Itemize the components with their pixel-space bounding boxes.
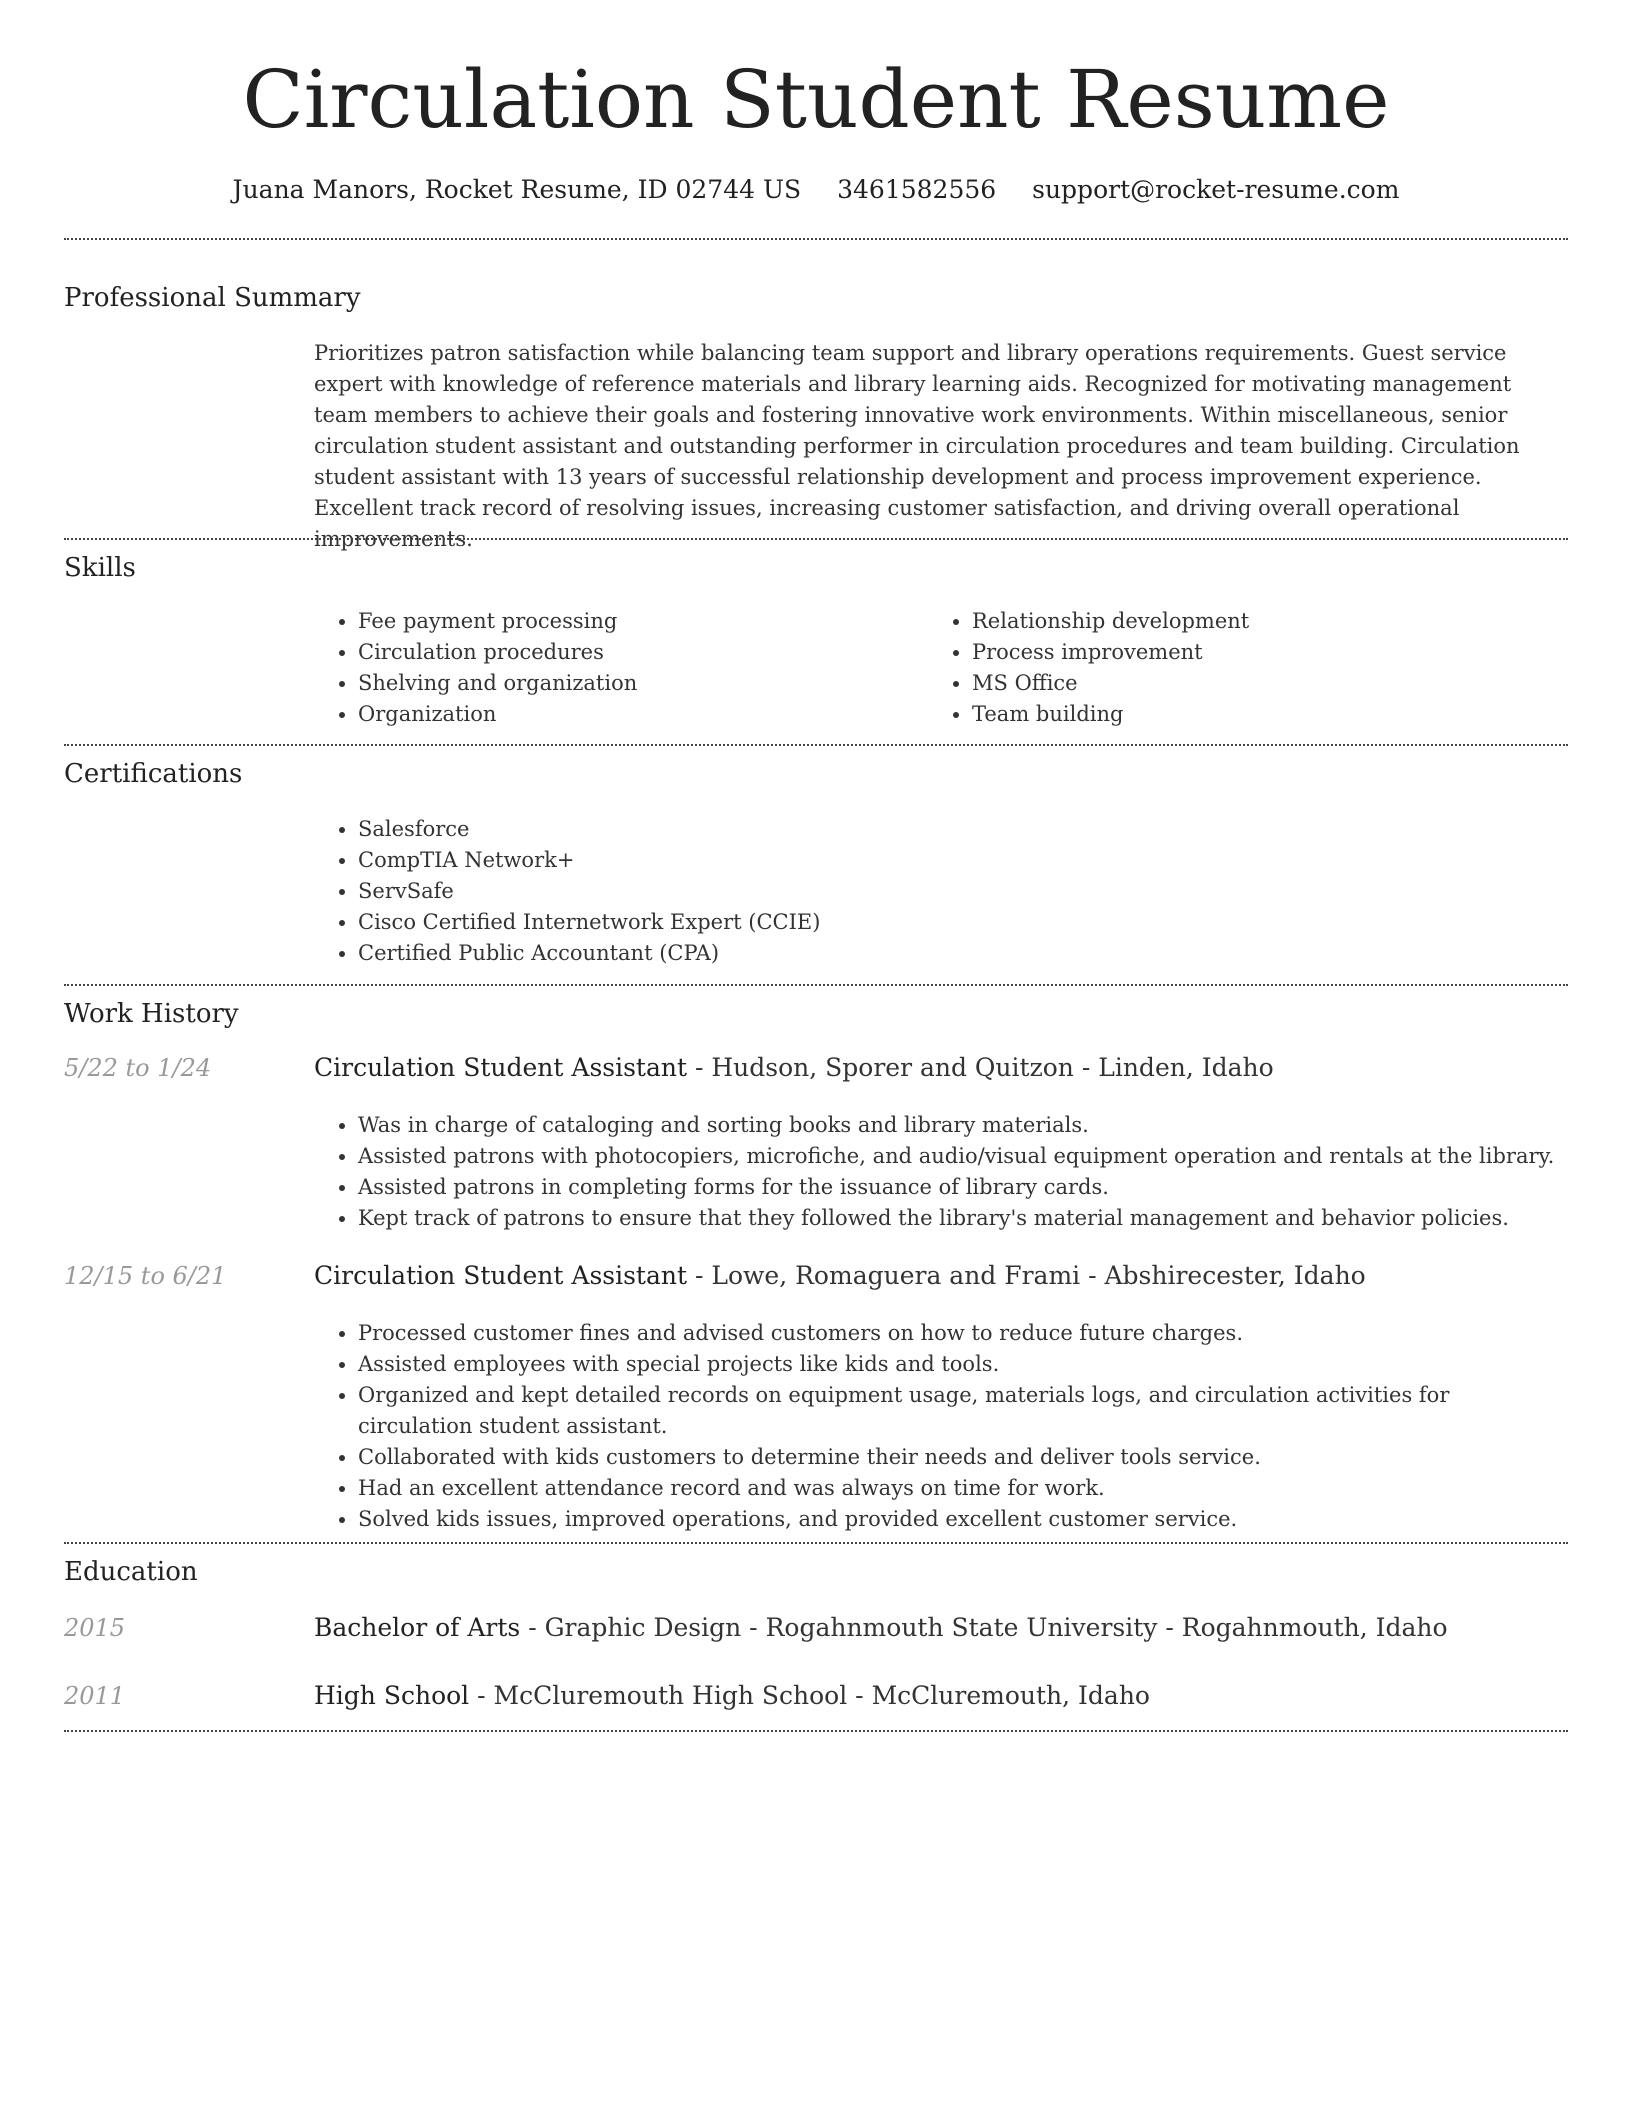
- skill-item: • Shelving and organization: [358, 668, 918, 699]
- certification-item: • Cisco Certified Internetwork Expert (CCIE): [358, 907, 1558, 938]
- skills-list-right: [928, 606, 1572, 730]
- divider: [64, 984, 1568, 986]
- contact-email: support@rocket-resume.com: [1032, 175, 1400, 204]
- education-degree: High School: [314, 1681, 470, 1710]
- job-bullet: • Assisted patrons with photocopiers, microfiche, and audio/visual equipment operation and rentals at the library.: [358, 1141, 1578, 1172]
- job-bullet: • Collaborated with kids customers to determine their needs and deliver tools service.: [358, 1442, 1538, 1473]
- skill-item: • Circulation procedures: [358, 637, 918, 668]
- education-year: 2011: [64, 1682, 126, 1710]
- job-bullet: • Organized and kept detailed records on equipment usage, materials logs, and circulation activities for circulation student assistant.: [358, 1380, 1538, 1442]
- job-bullet: • Was in charge of cataloging and sorting books and library materials.: [358, 1110, 1578, 1141]
- job-bullet: • Processed customer fines and advised customers on how to reduce future charges.: [358, 1318, 1538, 1349]
- education-degree: Bachelor of Arts: [314, 1613, 521, 1642]
- job-role: Circulation Student Assistant: [314, 1261, 688, 1290]
- job-bullet: • Assisted employees with special projects like kids and tools.: [358, 1349, 1538, 1380]
- job-employer: - Lowe, Romaguera and Frami - Abshirecester, Idaho: [687, 1261, 1366, 1290]
- divider: [64, 1542, 1568, 1544]
- job-dates: 5/22 to 1/24: [64, 1054, 212, 1082]
- skill-item: • Process improvement: [972, 637, 1572, 668]
- job-employer: - Hudson, Sporer and Quitzon - Linden, Idaho: [687, 1053, 1274, 1082]
- contact-phone: 3461582556: [837, 175, 997, 204]
- education-year: 2015: [64, 1614, 126, 1642]
- education-school: - Graphic Design - Rogahnmouth State University - Rogahnmouth, Idaho: [520, 1613, 1448, 1642]
- section-title-work: Work History: [64, 999, 239, 1029]
- job-bullet: • Had an excellent attendance record and was always on time for work.: [358, 1473, 1538, 1504]
- section-title-certifications: Certifications: [64, 759, 243, 789]
- divider: [64, 744, 1568, 746]
- education-school: - McCluremouth High School - McCluremouth, Idaho: [469, 1681, 1150, 1710]
- contact-line: [64, 170, 1568, 210]
- certification-item: • CompTIA Network+: [358, 845, 1558, 876]
- job-bullets: [314, 1110, 1578, 1234]
- job-bullet: • Assisted patrons in completing forms for the issuance of library cards.: [358, 1172, 1578, 1203]
- skill-item: • Relationship development: [972, 606, 1572, 637]
- skill-item: • Fee payment processing: [358, 606, 918, 637]
- skill-item: • Team building: [972, 699, 1572, 730]
- skill-item: • Organization: [358, 699, 918, 730]
- skills-list-left: [314, 606, 918, 730]
- job-dates: 12/15 to 6/21: [64, 1262, 227, 1290]
- job-title-line: [314, 1050, 1274, 1086]
- skill-item: • MS Office: [972, 668, 1572, 699]
- divider: [64, 1730, 1568, 1732]
- certification-item: • Certified Public Accountant (CPA): [358, 938, 1558, 969]
- section-title-summary: Professional Summary: [64, 283, 361, 313]
- certifications-list: [314, 814, 1558, 969]
- job-title-line: [314, 1258, 1366, 1294]
- divider: [64, 538, 1568, 540]
- job-bullet: • Solved kids issues, improved operations, and provided excellent customer service.: [358, 1504, 1538, 1535]
- section-title-education: Education: [64, 1557, 198, 1587]
- education-line: [314, 1678, 1150, 1714]
- certification-item: • Salesforce: [358, 814, 1558, 845]
- job-bullet: • Kept track of patrons to ensure that they followed the library's material management and behavior policies.: [358, 1203, 1578, 1234]
- job-bullets: [314, 1318, 1538, 1535]
- resume-title: Circulation Student Resume: [242, 53, 1390, 146]
- summary-text: Prioritizes patron satisfaction while balancing team support and library operations requirements. Guest service expert with knowledge of reference materials and library learning aids. Recognized for motivating management team members to achieve their goals and fostering innovative work environments. Within miscellaneous, senior circulation student assistant and outstanding performer in circulation procedures and team building. Circulation student assistant with 13 years of successful relationship development and process improvement experience. Excellent track record of resolving issues, increasing customer satisfaction, and driving overall operational improvements.: [314, 341, 1520, 551]
- contact-address: Juana Manors, Rocket Resume, ID 02744 US: [232, 175, 802, 204]
- divider: [64, 238, 1568, 240]
- education-line: [314, 1610, 1448, 1646]
- job-role: Circulation Student Assistant: [314, 1053, 688, 1082]
- section-title-skills: Skills: [64, 553, 136, 583]
- certification-item: • ServSafe: [358, 876, 1558, 907]
